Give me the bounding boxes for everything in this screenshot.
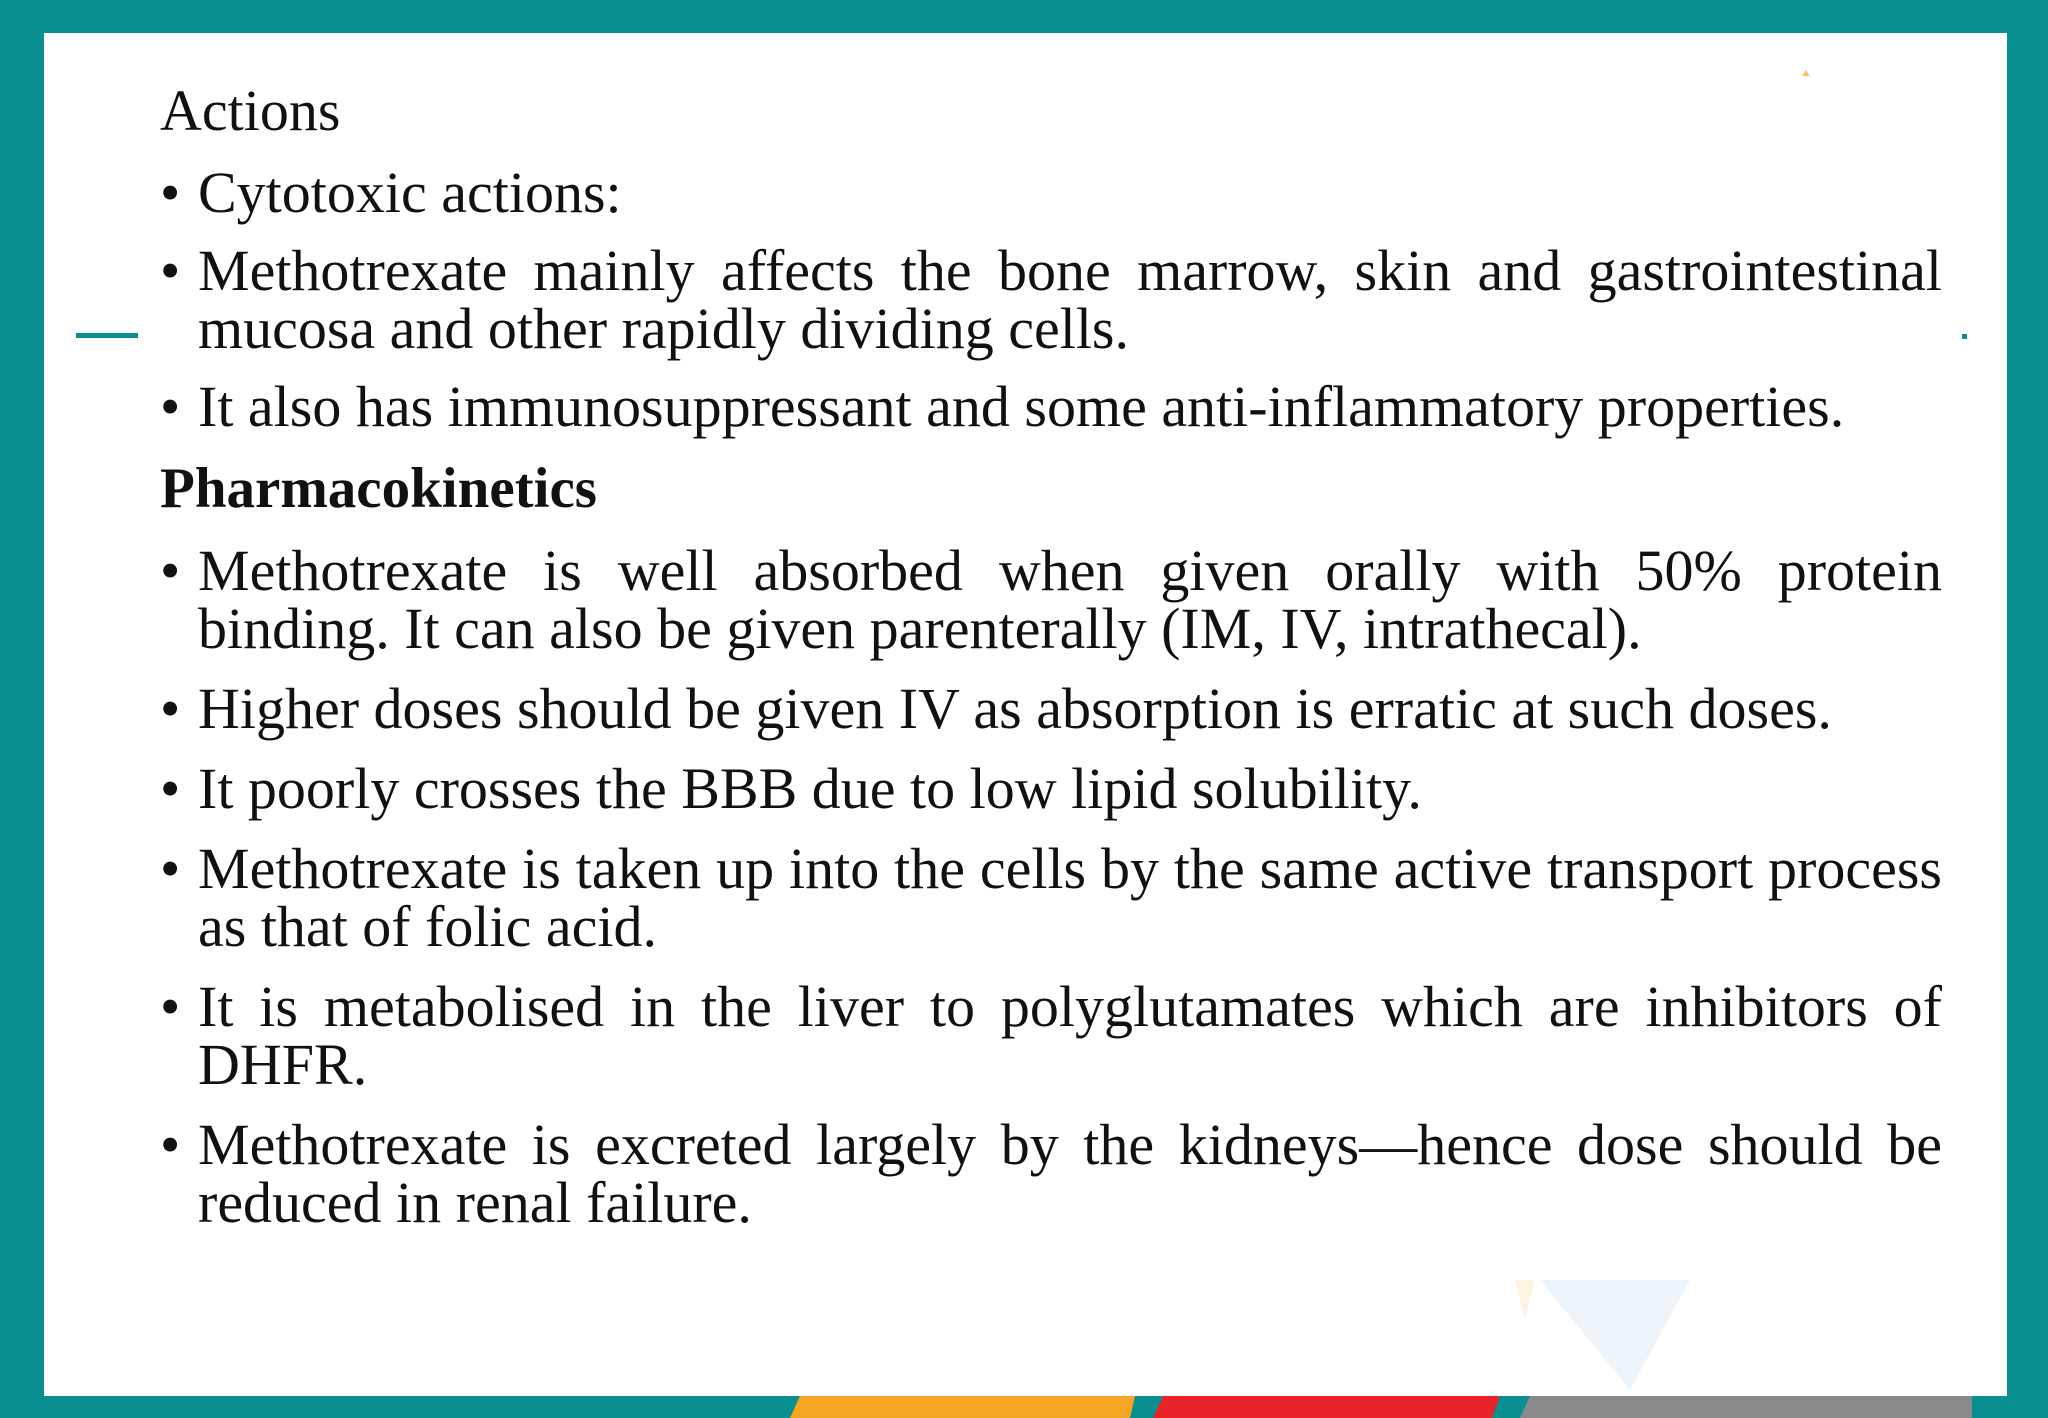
list-item-text: Methotrexate is taken up into the cells by the same active transport process as that of folic acid. — [198, 836, 1942, 959]
bullet-icon: • — [160, 1112, 181, 1177]
bullet-icon: • — [160, 374, 181, 439]
list-item-text: Cytotoxic actions: — [198, 160, 622, 225]
bullet-icon: • — [160, 756, 181, 821]
list-item — [160, 374, 1942, 439]
list-item-text: It is metabolised in the liver to polyglutamates which are inhibitors of DHFR. — [198, 974, 1942, 1097]
list-item-text: Methotrexate is excreted largely by the kidneys—hence dose should be reduced in renal failure. — [198, 1112, 1942, 1235]
actions-bullet-list — [160, 160, 1942, 439]
bottom-stripe-red — [1153, 1396, 1500, 1418]
pharmacokinetics-bullet-list — [160, 538, 1942, 1235]
bullet-icon: • — [160, 836, 181, 901]
list-item — [160, 756, 1942, 821]
list-item-text: It poorly crosses the BBB due to low lipid solubility. — [198, 756, 1422, 821]
left-dash-marker — [76, 333, 138, 338]
list-item-text: Methotrexate is well absorbed when given orally with 50% protein binding. It can also be given parenterally (IM, IV, intrathecal). — [198, 538, 1942, 661]
bullet-icon: • — [160, 676, 181, 741]
faint-watermark-blue — [1540, 1280, 1690, 1390]
right-dot-marker — [1962, 334, 1967, 339]
section-actions — [160, 78, 1942, 439]
section-pharmacokinetics — [160, 456, 1942, 1235]
bullet-icon: • — [160, 538, 181, 603]
list-item-text: It also has immunosuppressant and some anti-inflammatory properties. — [198, 374, 1845, 439]
pharmacokinetics-heading: Pharmacokinetics — [160, 457, 597, 520]
list-item — [160, 1112, 1942, 1235]
bullet-icon: • — [160, 974, 181, 1039]
bottom-stripe-gray — [1520, 1396, 1972, 1418]
list-item — [160, 974, 1942, 1097]
list-item — [160, 238, 1942, 361]
list-item-text: Higher doses should be given IV as absorption is erratic at such doses. — [198, 676, 1832, 741]
list-item — [160, 160, 1942, 225]
bullet-icon: • — [160, 160, 181, 225]
top-right-speck — [1802, 70, 1810, 76]
faint-watermark-orange — [1515, 1280, 1535, 1320]
list-item — [160, 538, 1942, 661]
list-item — [160, 676, 1942, 741]
list-item — [160, 836, 1942, 959]
bullet-icon: • — [160, 238, 181, 303]
actions-heading: Actions — [160, 78, 341, 143]
bottom-stripe-orange — [790, 1396, 1135, 1418]
list-item-text: Methotrexate mainly affects the bone marrow, skin and gastrointestinal mucosa and other rapidly dividing cells. — [198, 238, 1942, 361]
slide-content — [160, 78, 1942, 1254]
